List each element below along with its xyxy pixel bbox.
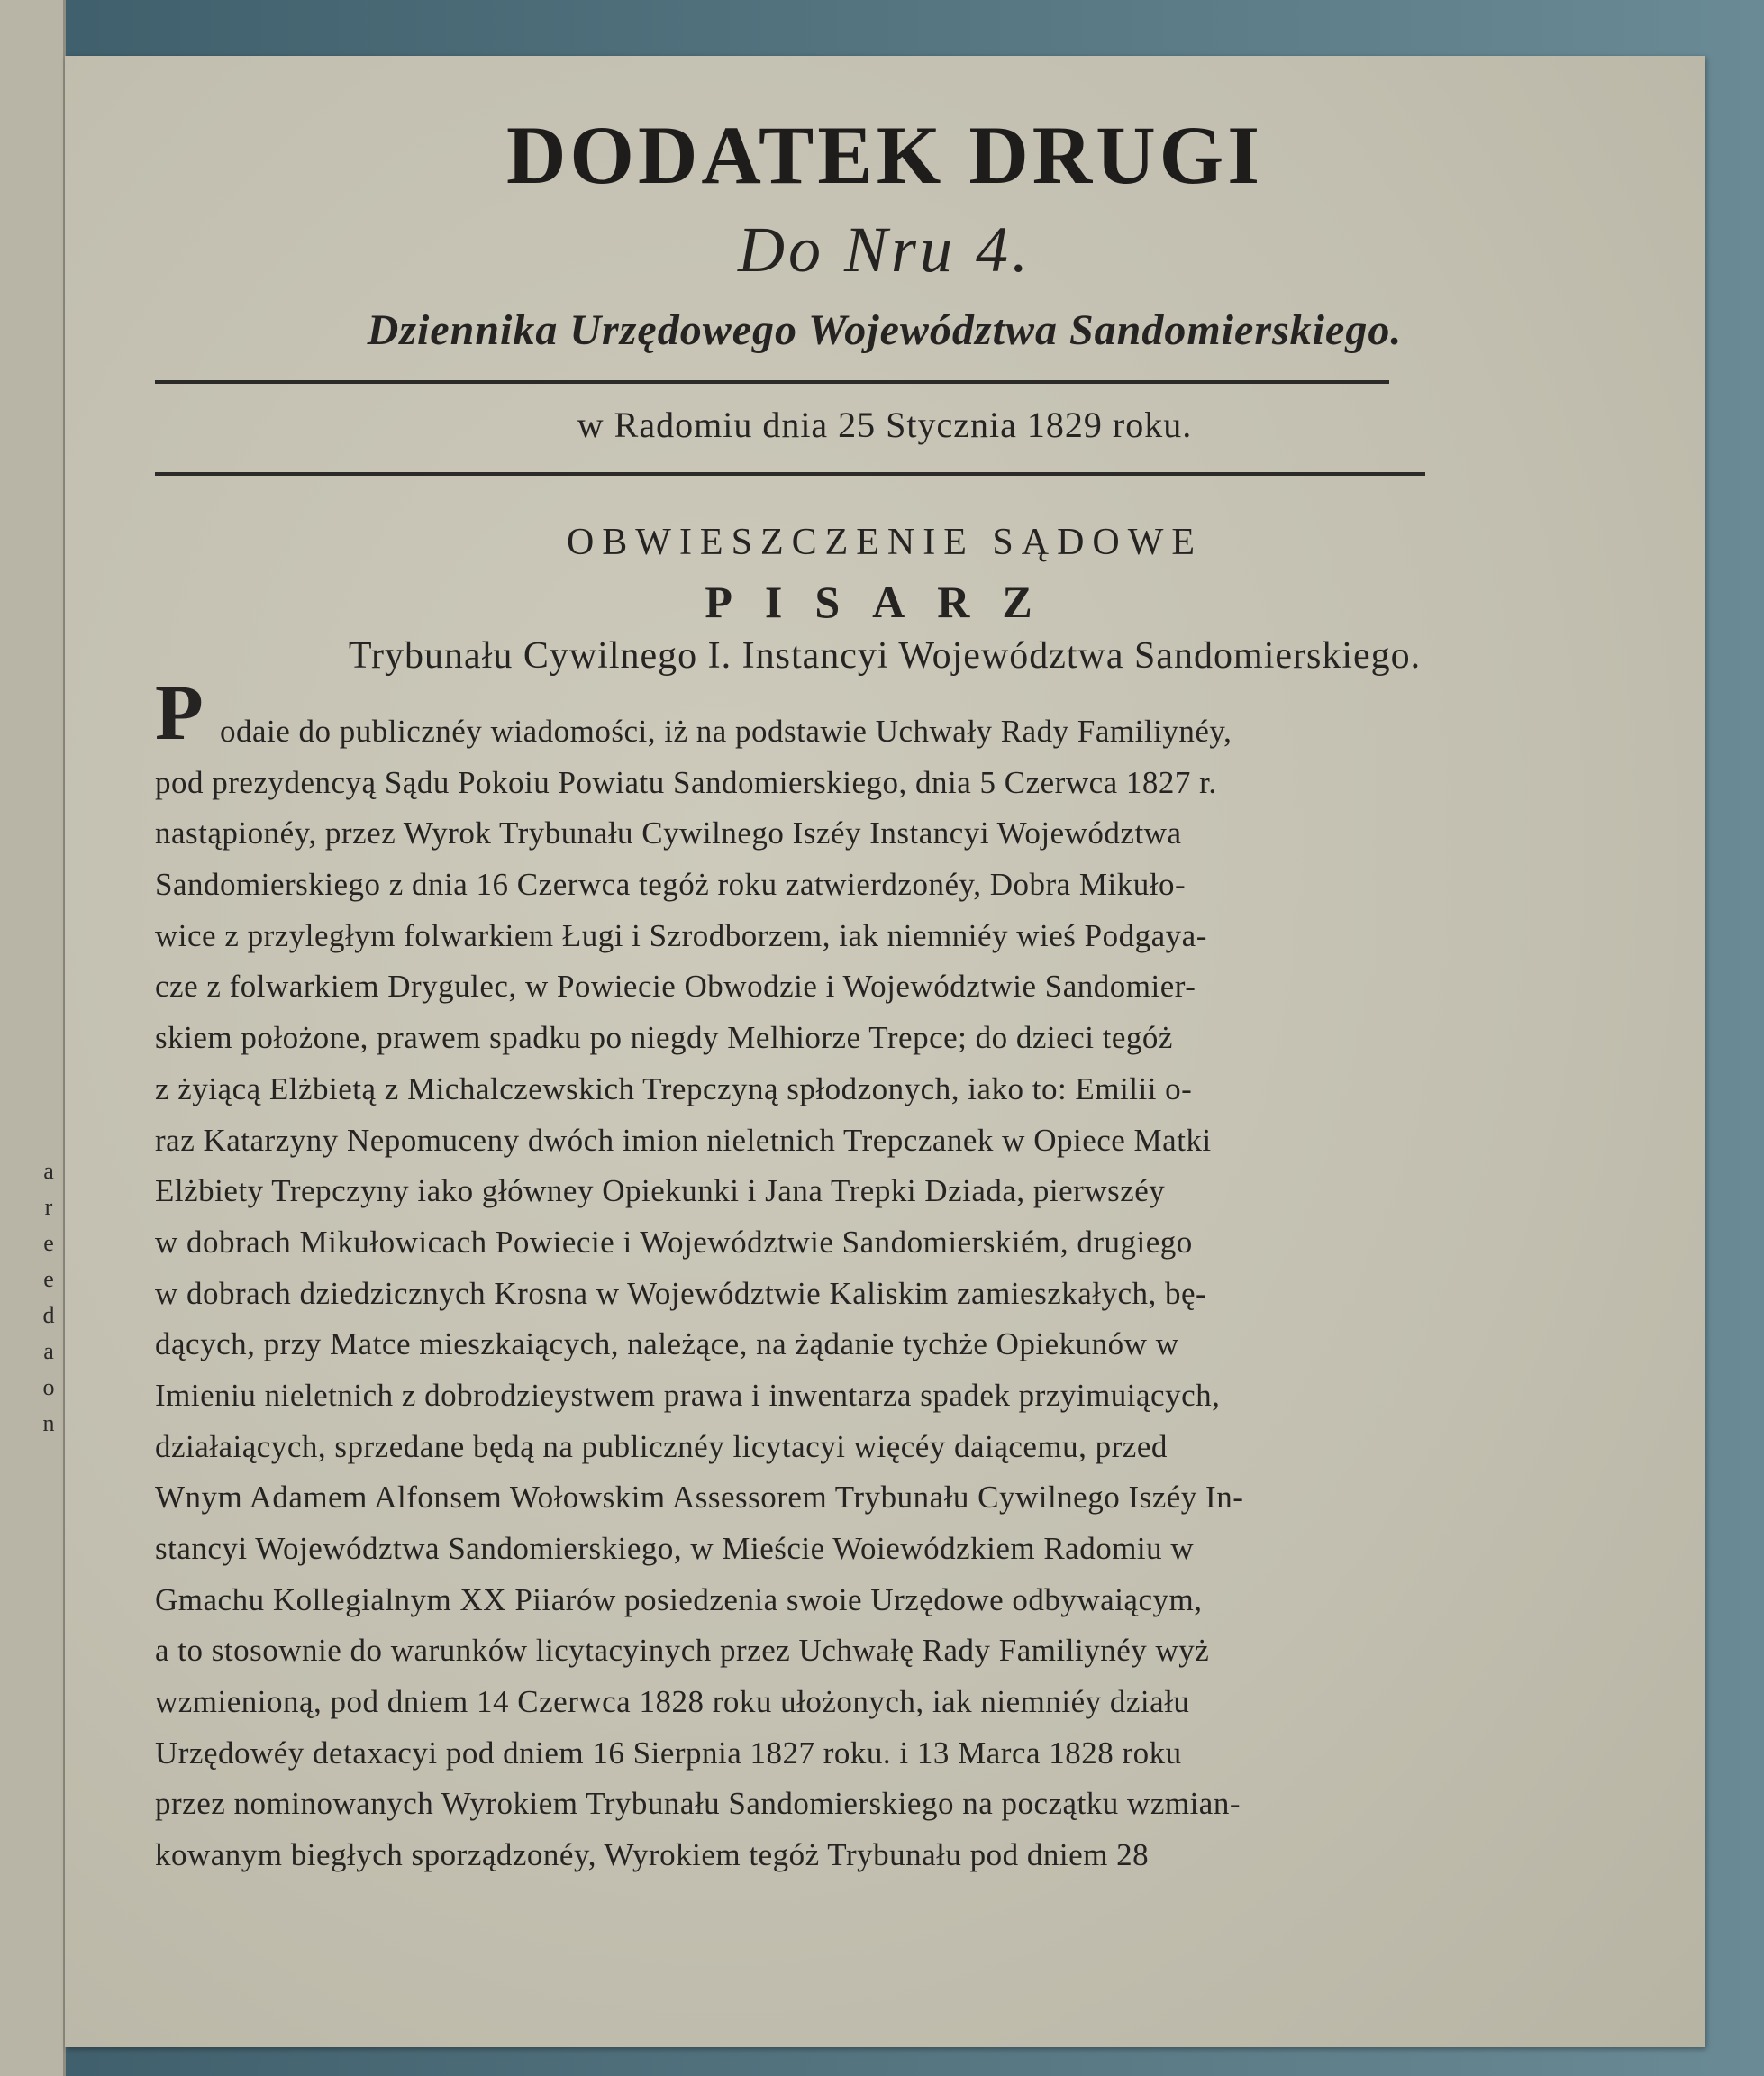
body-line: z żyiącą Elżbietą z Michalczewskich Trepczyną spłodzonych, iako to: Emilii o- xyxy=(155,1070,1193,1106)
notice-body xyxy=(155,706,1425,1881)
document-page xyxy=(65,56,1705,2047)
issue-number: Do Nru 4. xyxy=(737,214,1032,286)
body-line: odaie do publicznéy wiadomości, iż na podstawie Uchwały Rady Familiynéy, xyxy=(220,714,1232,749)
margin-mark: a xyxy=(43,1338,54,1364)
margin-mark: o xyxy=(42,1374,55,1400)
court-name: Trybunału Cywilnego I. Instancyi Województwa Sandomierskiego. xyxy=(348,635,1422,677)
body-line: w dobrach Mikułowicach Powiecie i Województwie Sandomierskiém, drugiego xyxy=(155,1224,1193,1260)
adjacent-page-edge xyxy=(0,0,66,2076)
drop-cap: P xyxy=(155,669,204,757)
body-line: wzmienioną, pod dniem 14 Czerwca 1828 roku ułożonych, iak niemniéy działu xyxy=(155,1684,1190,1720)
body-line: nastąpionéy, przez Wyrok Trybunału Cywilnego Iszéy Instancyi Województwa xyxy=(155,815,1182,851)
body-line: Urzędowéy detaxacyi pod dniem 16 Sierpnia 1827 roku. i 13 Marca 1828 roku xyxy=(155,1735,1182,1771)
date-line: w Radomiu dnia 25 Stycznia 1829 roku. xyxy=(577,405,1193,445)
body-line: wice z przyległym folwarkiem Ługi i Szrodborzem, iak niemniéy wieś Podgaya- xyxy=(155,917,1207,953)
notice-subheading: PISARZ xyxy=(705,577,1065,627)
body-line: działaiących, sprzedane będą na publicznéy licytacyi więcéy daiącemu, przed xyxy=(155,1428,1168,1464)
body-line: skiem położone, prawem spadku po niegdy Melhiorze Trepce; do dzieci tegóż xyxy=(155,1020,1173,1056)
body-line: w dobrach dziedzicznych Krosna w Województwie Kaliskim zamieszkałych, bę- xyxy=(155,1275,1207,1311)
body-line: cze z folwarkiem Drygulec, w Powiecie Obwodzie i Województwie Sandomier- xyxy=(155,969,1196,1005)
body-line: Elżbiety Trepczyny iako główney Opiekunki i Jana Trepki Dziada, pierwszéy xyxy=(155,1173,1166,1209)
journal-name: Dziennika Urzędowego Województwa Sandomierskiego. xyxy=(367,306,1403,354)
margin-mark: r xyxy=(44,1194,53,1220)
notice-heading: OBWIESZCZENIE SĄDOWE xyxy=(566,522,1204,563)
body-line: Imieniu nieletnich z dobrodzieystwem prawa i inwentarza spadek przyimuiących, xyxy=(155,1377,1221,1413)
margin-mark: e xyxy=(43,1266,54,1292)
body-line: przez nominowanych Wyrokiem Trybunału Sandomierskiego na początku wzmian- xyxy=(155,1786,1241,1822)
margin-mark: d xyxy=(42,1302,55,1328)
body-line: pod prezydencyą Sądu Pokoiu Powiatu Sandomierskiego, dnia 5 Czerwca 1827 r. xyxy=(155,764,1217,800)
page-title: DODATEK DRUGI xyxy=(505,109,1264,201)
header-rule xyxy=(155,380,1389,384)
margin-mark: a xyxy=(43,1158,54,1184)
body-line: kowanym biegłych sporządzonéy, Wyrokiem tegóż Trybunału pod dniem 28 xyxy=(155,1837,1150,1873)
margin-marks xyxy=(36,1153,61,1442)
body-line: raz Katarzyny Nepomuceny dwóch imion nieletnich Trepczanek w Opiece Matki xyxy=(155,1122,1212,1158)
date-rule xyxy=(155,472,1425,476)
body-line: Wnym Adamem Alfonsem Wołowskim Assessorem Trybunału Cywilnego Iszéy In- xyxy=(155,1480,1244,1516)
body-line: dących, przy Matce mieszkaiących, należące, na żądanie tychże Opiekunów w xyxy=(155,1326,1179,1362)
body-line: Gmachu Kollegialnym XX Piiarów posiedzenia swoie Urzędowe odbywaiącym, xyxy=(155,1581,1203,1617)
body-line: a to stosownie do warunków licytacyinych przez Uchwałę Rady Familiynéy wyż xyxy=(155,1633,1210,1669)
body-line: Sandomierskiego z dnia 16 Czerwca tegóż roku zatwierdzonéy, Dobra Mikuło- xyxy=(155,867,1187,903)
margin-mark: n xyxy=(42,1410,55,1436)
body-line: stancyi Województwa Sandomierskiego, w Mieście Woiewódzkiem Radomiu w xyxy=(155,1531,1195,1566)
margin-mark: e xyxy=(43,1230,54,1256)
